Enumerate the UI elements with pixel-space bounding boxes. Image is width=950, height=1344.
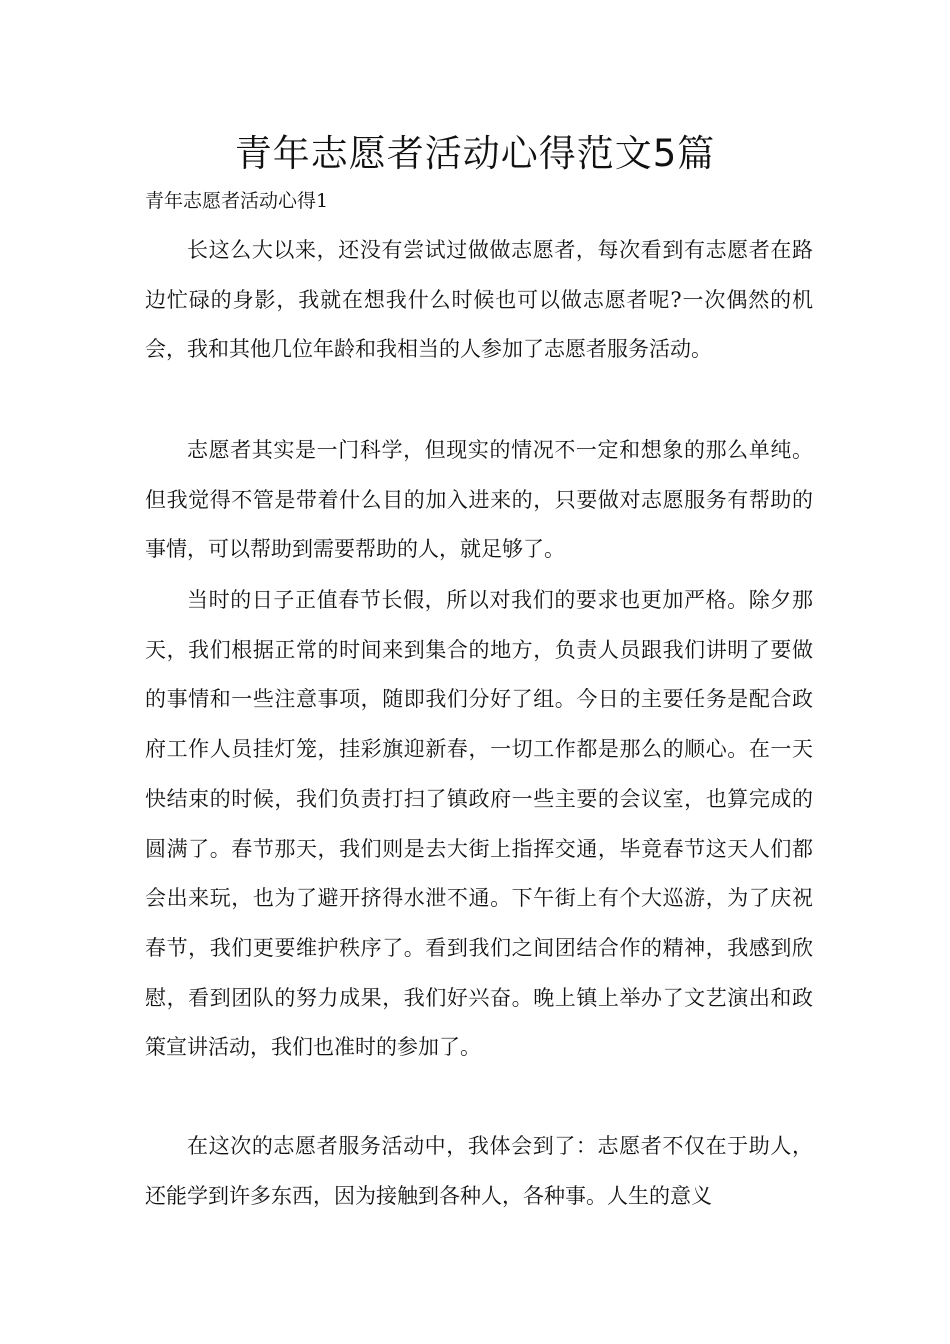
paragraph-1: 长这么大以来，还没有尝试过做做志愿者，每次看到有志愿者在路边忙碌的身影，我就在想我什么时候也可以做志愿者呢?一次偶然的机会，我和其他几位年龄和我相当的人参加了志愿者服务活动。 xyxy=(145,238,813,362)
paragraph-4: 在这次的志愿者服务活动中，我体会到了：志愿者不仅在于助人，还能学到许多东西，因为接触到各种人，各种事。人生的意义 xyxy=(145,1134,813,1208)
section-heading: 青年志愿者活动心得1 xyxy=(145,190,329,212)
paragraph-2: 志愿者其实是一门科学，但现实的情况不一定和想象的那么单纯。但我觉得不管是带着什么目的加入进来的，只要做对志愿服务有帮助的事情，可以帮助到需要帮助的人，就足够了。 xyxy=(145,438,813,562)
document-title: 青年志愿者活动心得范文5篇 xyxy=(234,132,716,175)
paragraph-3: 当时的日子正值春节长假，所以对我们的要求也更加严格。除夕那天，我们根据正常的时间来到集合的地方，负责人员跟我们讲明了要做的事情和一些注意事项，随即我们分好了组。今日的主要任务是配合政府工作人员挂灯笼，挂彩旗迎新春，一切工作都是那么的顺心。在一天快结束的时候，我们负责打扫了镇政府一些主要的会议室，也算完成的圆满了。春节那天，我们则是去大街上指挥交通，毕竟春节这天人们都会出来玩，也为了避开挤得水泄不通。下午街上有个大巡游，为了庆祝春节，我们更要维护秩序了。看到我们之间团结合作的精神，我感到欣慰，看到团队的努力成果，我们好兴奋。晚上镇上举办了文艺演出和政策宣讲活动，我们也准时的参加了。 xyxy=(145,588,813,1060)
